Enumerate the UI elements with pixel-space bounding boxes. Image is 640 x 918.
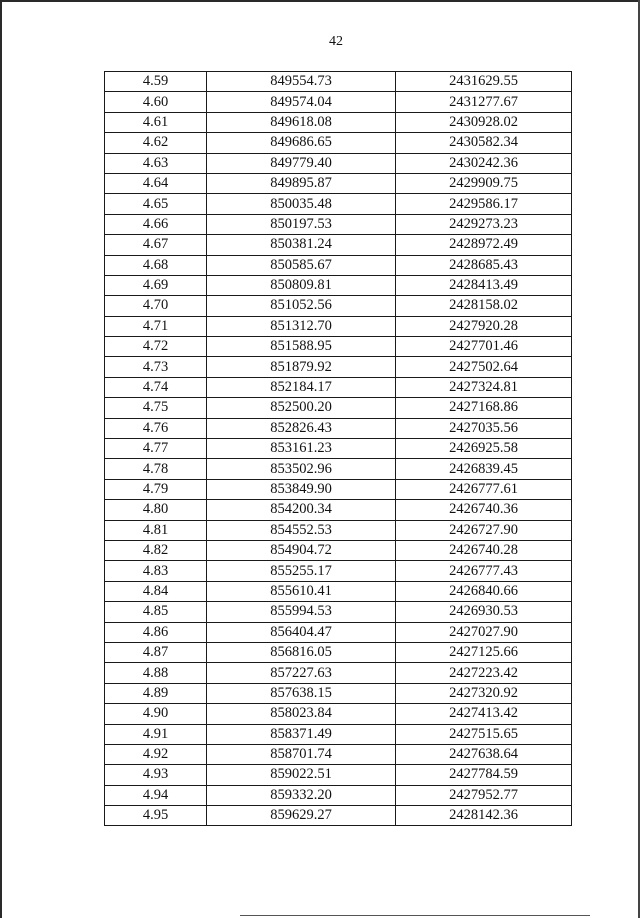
table-row [105, 418, 572, 438]
point-number-cell: 4.88 [105, 663, 207, 683]
x-coordinate-cell: 855610.41 [207, 581, 396, 601]
x-coordinate-cell: 851052.56 [207, 296, 396, 316]
y-coordinate-cell: 2429273.23 [396, 214, 572, 234]
point-number-cell: 4.94 [105, 785, 207, 805]
x-coordinate-cell: 859332.20 [207, 785, 396, 805]
point-number-cell: 4.67 [105, 235, 207, 255]
table-row [105, 439, 572, 459]
x-coordinate-cell: 859022.51 [207, 765, 396, 785]
point-number-cell: 4.60 [105, 92, 207, 112]
x-coordinate-cell: 850809.81 [207, 275, 396, 295]
point-number-cell: 4.92 [105, 744, 207, 764]
point-number-cell: 4.74 [105, 377, 207, 397]
y-coordinate-cell: 2427502.64 [396, 357, 572, 377]
point-number-cell: 4.79 [105, 479, 207, 499]
y-coordinate-cell: 2427952.77 [396, 785, 572, 805]
table-row [105, 112, 572, 132]
point-number-cell: 4.68 [105, 255, 207, 275]
x-coordinate-cell: 850197.53 [207, 214, 396, 234]
page-edge-top [0, 0, 640, 2]
point-number-cell: 4.73 [105, 357, 207, 377]
x-coordinate-cell: 856404.47 [207, 622, 396, 642]
y-coordinate-cell: 2427223.42 [396, 663, 572, 683]
point-number-cell: 4.81 [105, 520, 207, 540]
x-coordinate-cell: 858023.84 [207, 704, 396, 724]
point-number-cell: 4.63 [105, 153, 207, 173]
point-number-cell: 4.71 [105, 316, 207, 336]
coordinates-table [104, 71, 572, 826]
table-row [105, 316, 572, 336]
x-coordinate-cell: 850585.67 [207, 255, 396, 275]
y-coordinate-cell: 2426777.61 [396, 479, 572, 499]
table-row [105, 92, 572, 112]
y-coordinate-cell: 2427320.92 [396, 683, 572, 703]
point-number-cell: 4.75 [105, 398, 207, 418]
x-coordinate-cell: 851879.92 [207, 357, 396, 377]
y-coordinate-cell: 2427784.59 [396, 765, 572, 785]
table-row [105, 704, 572, 724]
y-coordinate-cell: 2426925.58 [396, 439, 572, 459]
y-coordinate-cell: 2427168.86 [396, 398, 572, 418]
table-row [105, 622, 572, 642]
table-row [105, 398, 572, 418]
y-coordinate-cell: 2430582.34 [396, 133, 572, 153]
y-coordinate-cell: 2428413.49 [396, 275, 572, 295]
x-coordinate-cell: 849895.87 [207, 173, 396, 193]
y-coordinate-cell: 2431277.67 [396, 92, 572, 112]
table-row [105, 663, 572, 683]
table-row [105, 724, 572, 744]
point-number-cell: 4.64 [105, 173, 207, 193]
point-number-cell: 4.80 [105, 500, 207, 520]
table-row [105, 153, 572, 173]
table-row [105, 581, 572, 601]
point-number-cell: 4.59 [105, 72, 207, 92]
x-coordinate-cell: 854904.72 [207, 540, 396, 560]
x-coordinate-cell: 849618.08 [207, 112, 396, 132]
point-number-cell: 4.86 [105, 622, 207, 642]
table-row [105, 561, 572, 581]
point-number-cell: 4.78 [105, 459, 207, 479]
table-row [105, 765, 572, 785]
point-number-cell: 4.61 [105, 112, 207, 132]
table-row [105, 296, 572, 316]
x-coordinate-cell: 851588.95 [207, 337, 396, 357]
table-row [105, 520, 572, 540]
table-row [105, 500, 572, 520]
x-coordinate-cell: 857638.15 [207, 683, 396, 703]
y-coordinate-cell: 2426839.45 [396, 459, 572, 479]
table-row [105, 785, 572, 805]
x-coordinate-cell: 854200.34 [207, 500, 396, 520]
table-row [105, 377, 572, 397]
y-coordinate-cell: 2428142.36 [396, 806, 572, 826]
table-row [105, 683, 572, 703]
y-coordinate-cell: 2428972.49 [396, 235, 572, 255]
y-coordinate-cell: 2427701.46 [396, 337, 572, 357]
point-number-cell: 4.90 [105, 704, 207, 724]
page-edge-left [0, 0, 2, 918]
table-row [105, 357, 572, 377]
page-edge-bottom [240, 915, 590, 916]
point-number-cell: 4.77 [105, 439, 207, 459]
x-coordinate-cell: 853161.23 [207, 439, 396, 459]
y-coordinate-cell: 2426930.53 [396, 602, 572, 622]
point-number-cell: 4.65 [105, 194, 207, 214]
table-row [105, 173, 572, 193]
table-row [105, 255, 572, 275]
table-row [105, 479, 572, 499]
table-row [105, 806, 572, 826]
point-number-cell: 4.76 [105, 418, 207, 438]
x-coordinate-cell: 859629.27 [207, 806, 396, 826]
y-coordinate-cell: 2427027.90 [396, 622, 572, 642]
y-coordinate-cell: 2428685.43 [396, 255, 572, 275]
x-coordinate-cell: 854552.53 [207, 520, 396, 540]
x-coordinate-cell: 849686.65 [207, 133, 396, 153]
y-coordinate-cell: 2426840.66 [396, 581, 572, 601]
point-number-cell: 4.85 [105, 602, 207, 622]
x-coordinate-cell: 855255.17 [207, 561, 396, 581]
point-number-cell: 4.69 [105, 275, 207, 295]
x-coordinate-cell: 856816.05 [207, 642, 396, 662]
y-coordinate-cell: 2427413.42 [396, 704, 572, 724]
table-row [105, 337, 572, 357]
table-row [105, 602, 572, 622]
y-coordinate-cell: 2427638.64 [396, 744, 572, 764]
y-coordinate-cell: 2427515.65 [396, 724, 572, 744]
x-coordinate-cell: 858371.49 [207, 724, 396, 744]
y-coordinate-cell: 2428158.02 [396, 296, 572, 316]
y-coordinate-cell: 2427920.28 [396, 316, 572, 336]
point-number-cell: 4.87 [105, 642, 207, 662]
point-number-cell: 4.84 [105, 581, 207, 601]
x-coordinate-cell: 849779.40 [207, 153, 396, 173]
y-coordinate-cell: 2430928.02 [396, 112, 572, 132]
table-row [105, 214, 572, 234]
x-coordinate-cell: 857227.63 [207, 663, 396, 683]
table-row [105, 275, 572, 295]
x-coordinate-cell: 852184.17 [207, 377, 396, 397]
point-number-cell: 4.83 [105, 561, 207, 581]
x-coordinate-cell: 853502.96 [207, 459, 396, 479]
x-coordinate-cell: 851312.70 [207, 316, 396, 336]
table-row [105, 72, 572, 92]
table-row [105, 194, 572, 214]
x-coordinate-cell: 849554.73 [207, 72, 396, 92]
y-coordinate-cell: 2430242.36 [396, 153, 572, 173]
y-coordinate-cell: 2429586.17 [396, 194, 572, 214]
point-number-cell: 4.66 [105, 214, 207, 234]
table-row [105, 235, 572, 255]
point-number-cell: 4.82 [105, 540, 207, 560]
y-coordinate-cell: 2427125.66 [396, 642, 572, 662]
y-coordinate-cell: 2426777.43 [396, 561, 572, 581]
x-coordinate-cell: 849574.04 [207, 92, 396, 112]
point-number-cell: 4.91 [105, 724, 207, 744]
table-row [105, 744, 572, 764]
table-row [105, 459, 572, 479]
y-coordinate-cell: 2426740.36 [396, 500, 572, 520]
table-row [105, 642, 572, 662]
table-row [105, 133, 572, 153]
x-coordinate-cell: 858701.74 [207, 744, 396, 764]
y-coordinate-cell: 2427035.56 [396, 418, 572, 438]
table-row [105, 540, 572, 560]
y-coordinate-cell: 2429909.75 [396, 173, 572, 193]
point-number-cell: 4.93 [105, 765, 207, 785]
point-number-cell: 4.62 [105, 133, 207, 153]
y-coordinate-cell: 2427324.81 [396, 377, 572, 397]
point-number-cell: 4.72 [105, 337, 207, 357]
y-coordinate-cell: 2426740.28 [396, 540, 572, 560]
point-number-cell: 4.89 [105, 683, 207, 703]
point-number-cell: 4.95 [105, 806, 207, 826]
x-coordinate-cell: 850381.24 [207, 235, 396, 255]
x-coordinate-cell: 852500.20 [207, 398, 396, 418]
y-coordinate-cell: 2426727.90 [396, 520, 572, 540]
page-number: 42 [329, 34, 343, 49]
x-coordinate-cell: 852826.43 [207, 418, 396, 438]
point-number-cell: 4.70 [105, 296, 207, 316]
x-coordinate-cell: 850035.48 [207, 194, 396, 214]
coordinates-table-body [105, 72, 572, 826]
y-coordinate-cell: 2431629.55 [396, 72, 572, 92]
x-coordinate-cell: 855994.53 [207, 602, 396, 622]
x-coordinate-cell: 853849.90 [207, 479, 396, 499]
